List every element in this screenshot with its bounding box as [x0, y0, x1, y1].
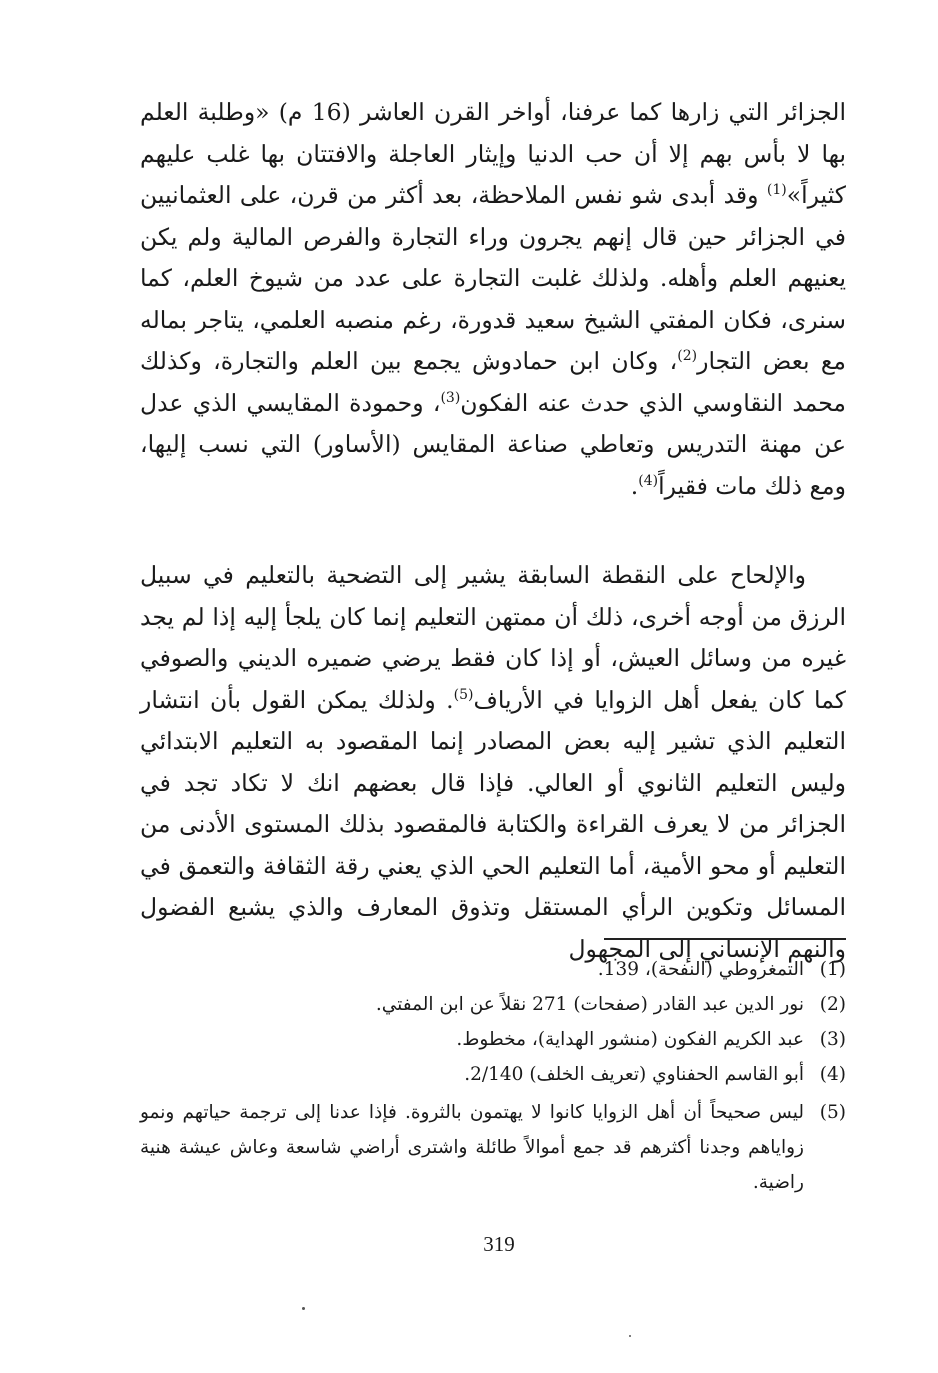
footnote-ref: (1) [766, 182, 787, 198]
paragraph-text: الجزائر التي زارها كما عرفنا، أواخر القرن العاشر (16 م) «وطلبة العلم بها لا بأس بهم إلا أن حب الدنيا وإيثار العاجلة والافتتان بها غلب عليهم كثيراً» [140, 98, 846, 209]
paragraph-2 [140, 555, 846, 970]
footnote-text: ليس صحيحاً أن أهل الزوايا كانوا لا يهتمون بالثروة. فإذا عدنا إلى ترجمة حياتهم ونمو زواياهم وجدنا أكثرهم قد جمع أموالاً طائلة واشترى أراضي شاسعة وعاش عيشة هنية راضية. [140, 1102, 804, 1193]
footnote-text: عبد الكريم الفكون (منشور الهداية)، مخطوط. [456, 1029, 804, 1050]
footnote-item [140, 1057, 846, 1092]
footnote-number: (3) [819, 1029, 846, 1050]
paragraph-1 [140, 92, 846, 507]
footnote-text: نور الدين عبد القادر (صفحات) 271 نقلاً عن ابن المفتي. [375, 994, 804, 1015]
paragraph-text: وقد أبدى شو نفس الملاحظة، بعد أكثر من قرن، على العثمانيين في الجزائر حين قال إنهم يجرون وراء التجارة والفرص المالية ولم يكن يعنيهم العلم وأهله. ولذلك غلبت التجارة على عدد من شيوخ العلم، كما سنرى، فكان المفتي الشيخ سعيد قدورة، رغم منصبه العلمي، يتاجر بماله مع بعض التجار [140, 181, 846, 375]
footnote-number: (4) [819, 1064, 846, 1085]
footnote-item [140, 1095, 846, 1200]
footnote-ref: (4) [638, 472, 659, 489]
footnote-separator [604, 938, 846, 940]
footnotes [140, 952, 846, 1200]
footnote-number: (2) [819, 994, 846, 1015]
page-number: 319 [483, 1232, 515, 1256]
scan-speck [629, 1335, 631, 1337]
paragraph-text: ، وكان ابن حمادوش يجمع بين العلم والتجارة، وكذلك محمد النقاوسي الذي حدث عنه الفكون [140, 347, 846, 417]
footnote-ref: (3) [440, 389, 461, 406]
footnote-text: أبو القاسم الحفناوي (تعريف الخلف) 2/140. [464, 1064, 804, 1085]
paragraph-text: . [630, 471, 639, 500]
footnote-number: (5) [819, 1102, 846, 1123]
paragraph-text: . ولذلك يمكن القول بأن انتشار التعليم الذي تشير إليه بعض المصادر إنما المقصود به التعليم الابتدائي وليس التعليم الثانوي أو العالي. فإذا قال بعضهم انك لا تكاد تجد في الجزائر من لا يعرف القراءة والكتابة فالمقصود بذلك المستوى الأدنى من التعليم أو محو الأمية، أما التعليم الحي الذي يعني رقة الثقافة والتعمق في المسائل وتكوين الرأي المستقل وتذوق المعارف والذي يشبع الفضول والنهم الإنساني إلى المجهول [140, 685, 846, 963]
footnote-number: (1) [819, 959, 846, 980]
scan-speck [302, 1307, 305, 1310]
paragraph-text: ، وحمودة المقايسي الذي عدل عن مهنة التدريس وتعاطي صناعة المقايس (الأساور) التي نسب إليها، ومع ذلك مات فقيراً [140, 388, 846, 500]
footnote-ref: (5) [453, 686, 474, 703]
footnote-text: التمغروطي (النفحة)، 139. [597, 959, 804, 980]
footnote-item [140, 1022, 846, 1057]
paragraph-text: والإلحاح على النقطة السابقة يشير إلى التضحية بالتعليم في سبيل الرزق من أوجه أخرى، ذلك أن ممتهن التعليم إنما كان يلجأ إليه إذا لم يجد غيره من وسائل العيش، أو إذا كان فقط يرضي ضميره الديني والصوفي كما كان يفعل أهل الزوايا في الأرياف [140, 561, 846, 714]
footnote-ref: (2) [677, 348, 698, 364]
footnote-item [140, 987, 846, 1022]
footnote-item [140, 952, 846, 987]
